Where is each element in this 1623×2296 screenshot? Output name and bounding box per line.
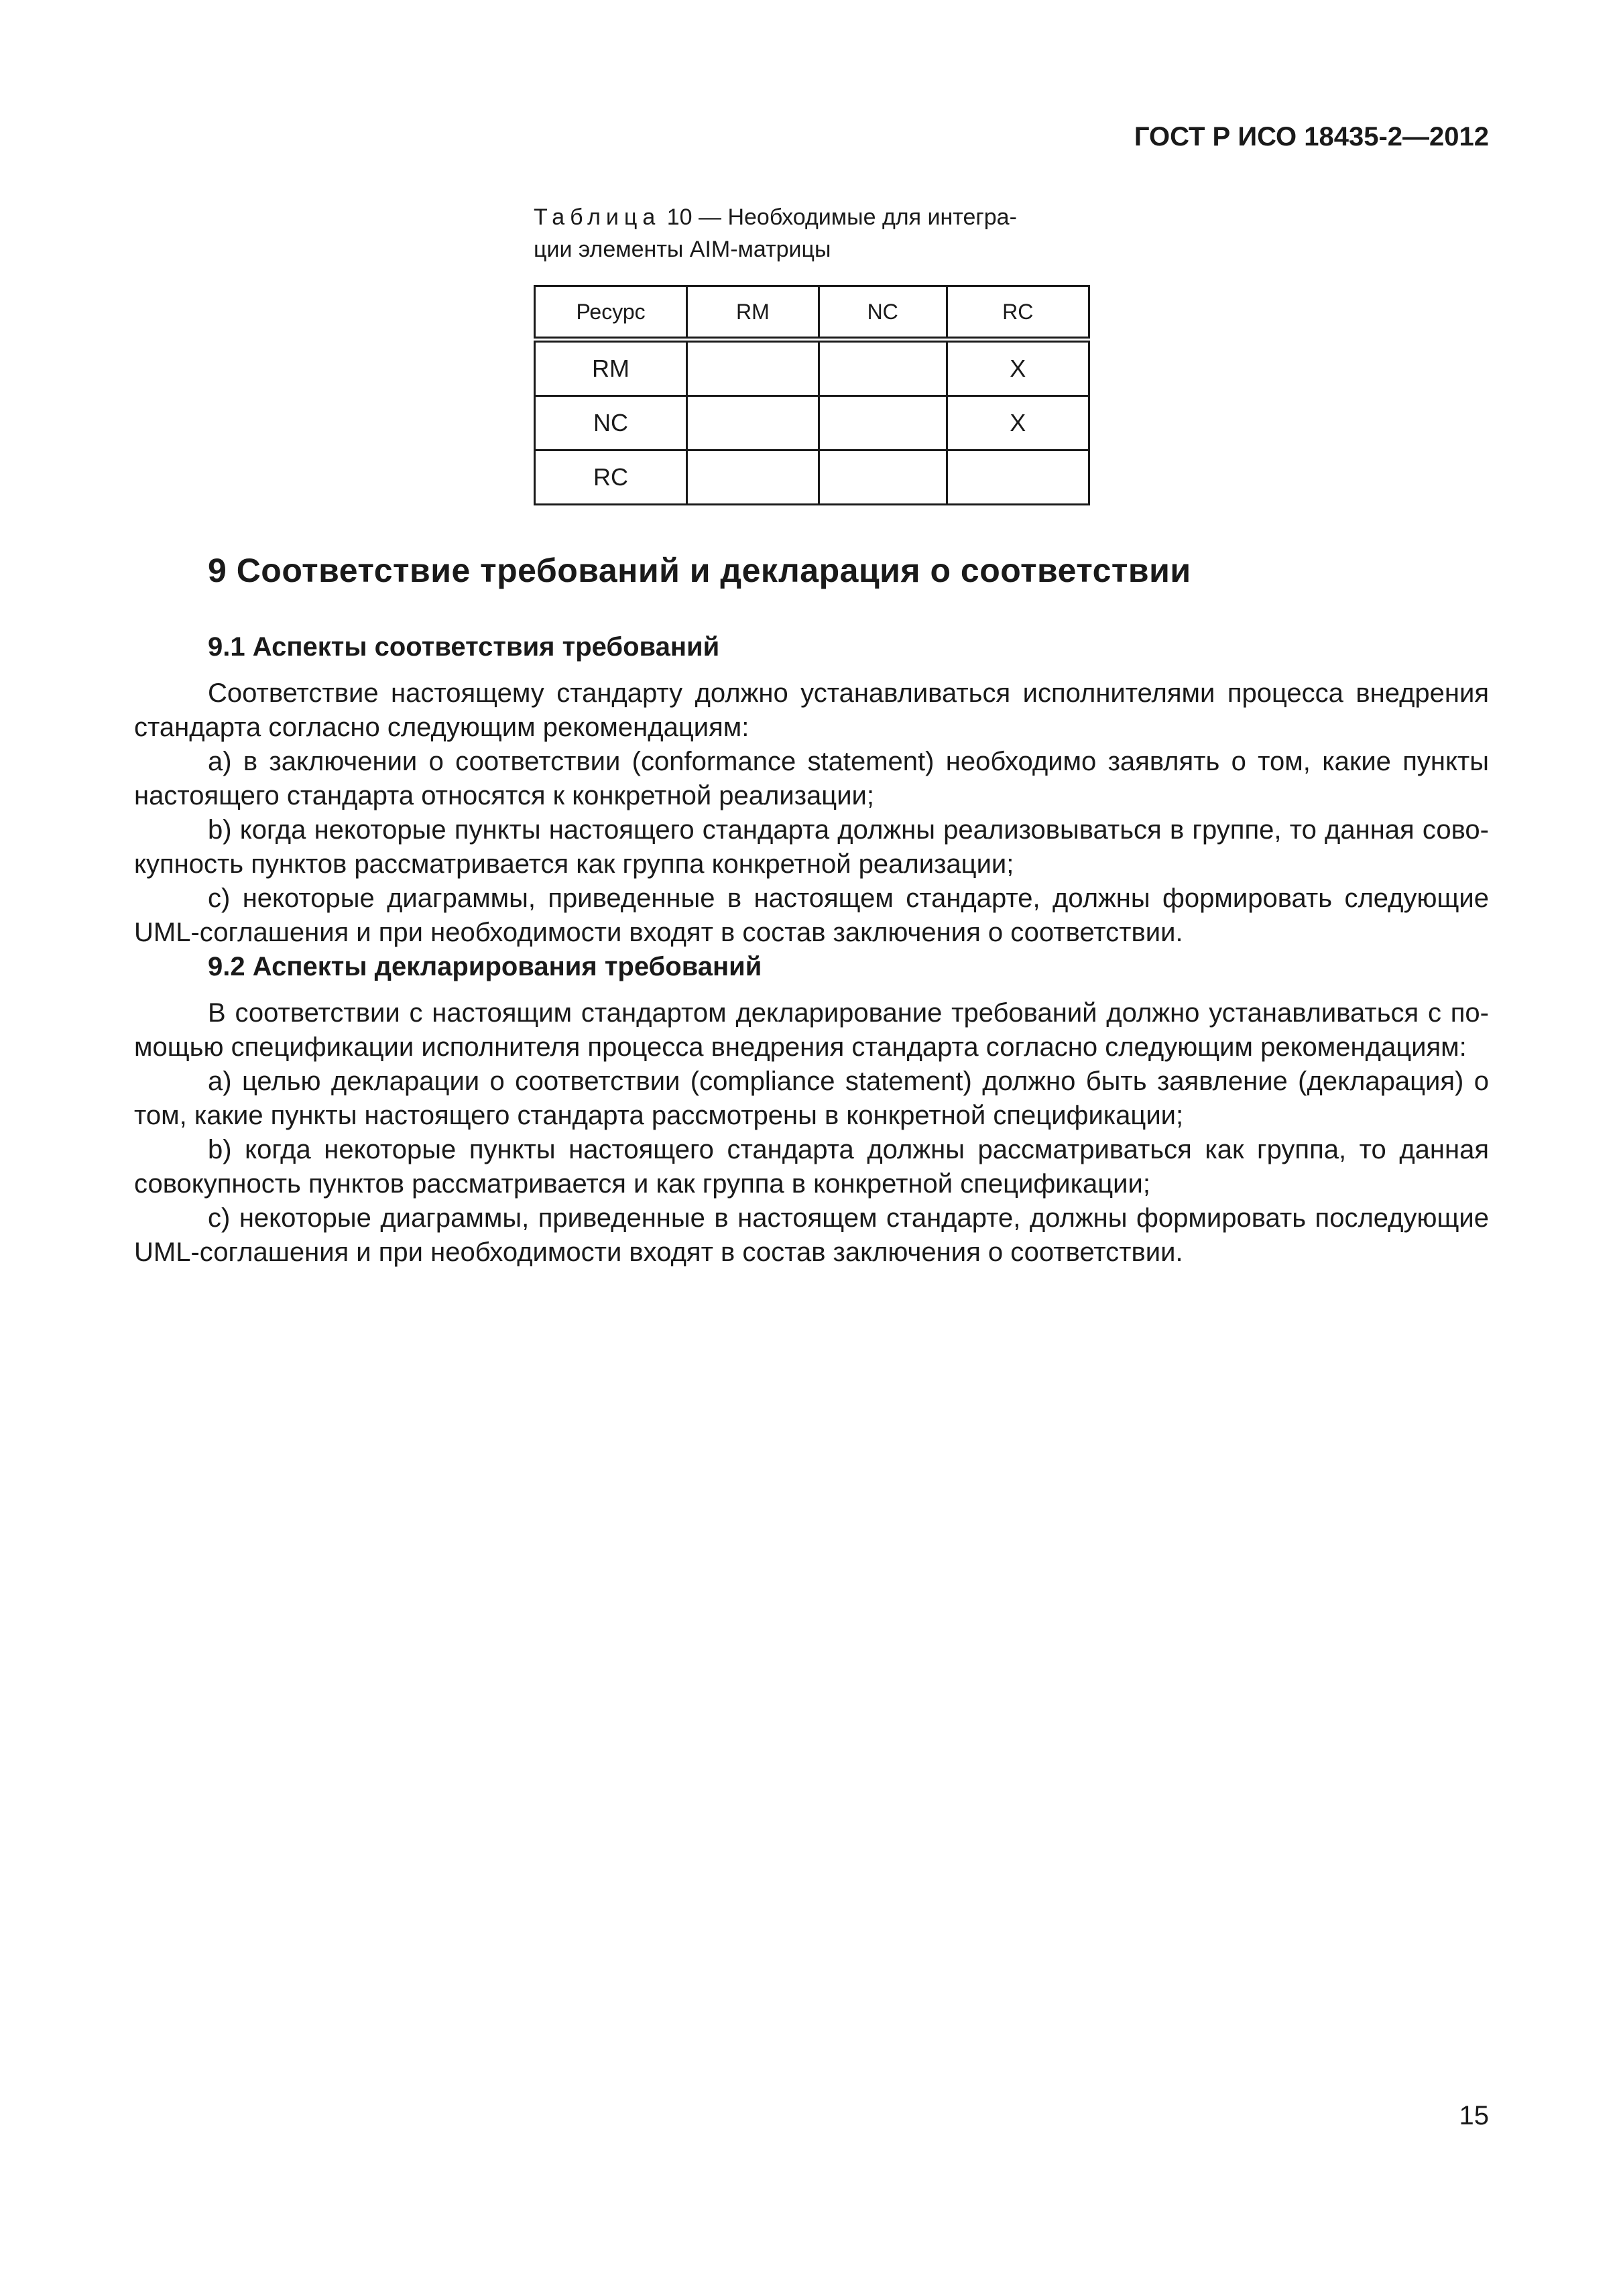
table-caption-word: Таблица bbox=[534, 204, 661, 230]
table-caption-text: 10 — Необходимые для интегра- bbox=[660, 204, 1017, 230]
table-row bbox=[535, 450, 1089, 505]
table-cell: X bbox=[947, 340, 1089, 396]
paragraph-9-2-c: c) некоторые диаграммы, приведенные в настоящем стандарте, должны формировать последующие UML-соглашения и при необходимости входят в состав заключения о соответствии. bbox=[134, 1203, 1489, 1267]
table-cell: RC bbox=[535, 450, 687, 505]
section-9-title: 9 Соответствие требований и декларация о соответствии bbox=[208, 552, 1191, 589]
section-9-body bbox=[134, 630, 1489, 1270]
column-header-rc: RC bbox=[947, 286, 1089, 340]
document-code: ГОСТ Р ИСО 18435-2—2012 bbox=[1134, 122, 1489, 152]
table-cell bbox=[819, 450, 947, 505]
table-header-row bbox=[535, 286, 1089, 340]
table-cell bbox=[687, 450, 819, 505]
paragraph-9-2-intro: В соответствии с настоящим стандартом декларирование требований должно устанавливаться с по-мощью спецификации исполнителя процесса внедрения стандарта согласно следующим рекомендациям: bbox=[134, 998, 1489, 1062]
table-row bbox=[535, 396, 1089, 450]
paragraph-9-1-b: b) когда некоторые пункты настоящего стандарта должны реализовываться в группе, то данная сово-купность пунктов рассматривается как группа конкретной реализации; bbox=[134, 815, 1489, 879]
column-header-nc: NC bbox=[819, 286, 947, 340]
table-caption-line2: ции элементы AIM-матрицы bbox=[534, 237, 831, 262]
paragraph-9-1-c: c) некоторые диаграммы, приведенные в настоящем стандарте, должны формировать следующие UML-соглашения и при необходимости входят в состав заключения о соответствии. bbox=[134, 884, 1489, 947]
subsection-9-1-title: 9.1 Аспекты соответствия требований bbox=[208, 632, 720, 662]
table-caption bbox=[534, 201, 1103, 265]
page-number: 15 bbox=[1459, 2101, 1489, 2130]
table-cell bbox=[819, 396, 947, 450]
table-cell: RM bbox=[535, 340, 687, 396]
paragraph-9-2-b: b) когда некоторые пункты настоящего стандарта должны рассматриваться как группа, то данная совокупность пунктов рассматривается и как группа в конкретной спецификации; bbox=[134, 1135, 1489, 1199]
table-cell bbox=[687, 396, 819, 450]
table-cell: X bbox=[947, 396, 1089, 450]
paragraph-9-1-intro: Соответствие настоящему стандарту должно устанавливаться исполнителями процесса внедрения стандарта согласно следующим рекомендациям: bbox=[134, 678, 1489, 742]
table-cell bbox=[687, 340, 819, 396]
table-row bbox=[535, 340, 1089, 396]
aim-matrix-table bbox=[534, 285, 1090, 505]
subsection-9-2-title: 9.2 Аспекты декларирования требований bbox=[208, 952, 762, 981]
paragraph-9-1-a: a) в заключении о соответствии (conformance statement) необходимо заявлять о том, какие пункты настоящего стандарта относятся к конкретной реализации; bbox=[134, 747, 1489, 810]
column-header-rm: RM bbox=[687, 286, 819, 340]
table-cell: NC bbox=[535, 396, 687, 450]
table-cell bbox=[819, 340, 947, 396]
table-cell bbox=[947, 450, 1089, 505]
paragraph-9-2-a: a) целью декларации о соответствии (compliance statement) должно быть заявление (декларация) о том, какие пункты настоящего стандарта рассмотрены в конкретной спецификации; bbox=[134, 1067, 1489, 1130]
column-header-resource: Ресурс bbox=[535, 286, 687, 340]
